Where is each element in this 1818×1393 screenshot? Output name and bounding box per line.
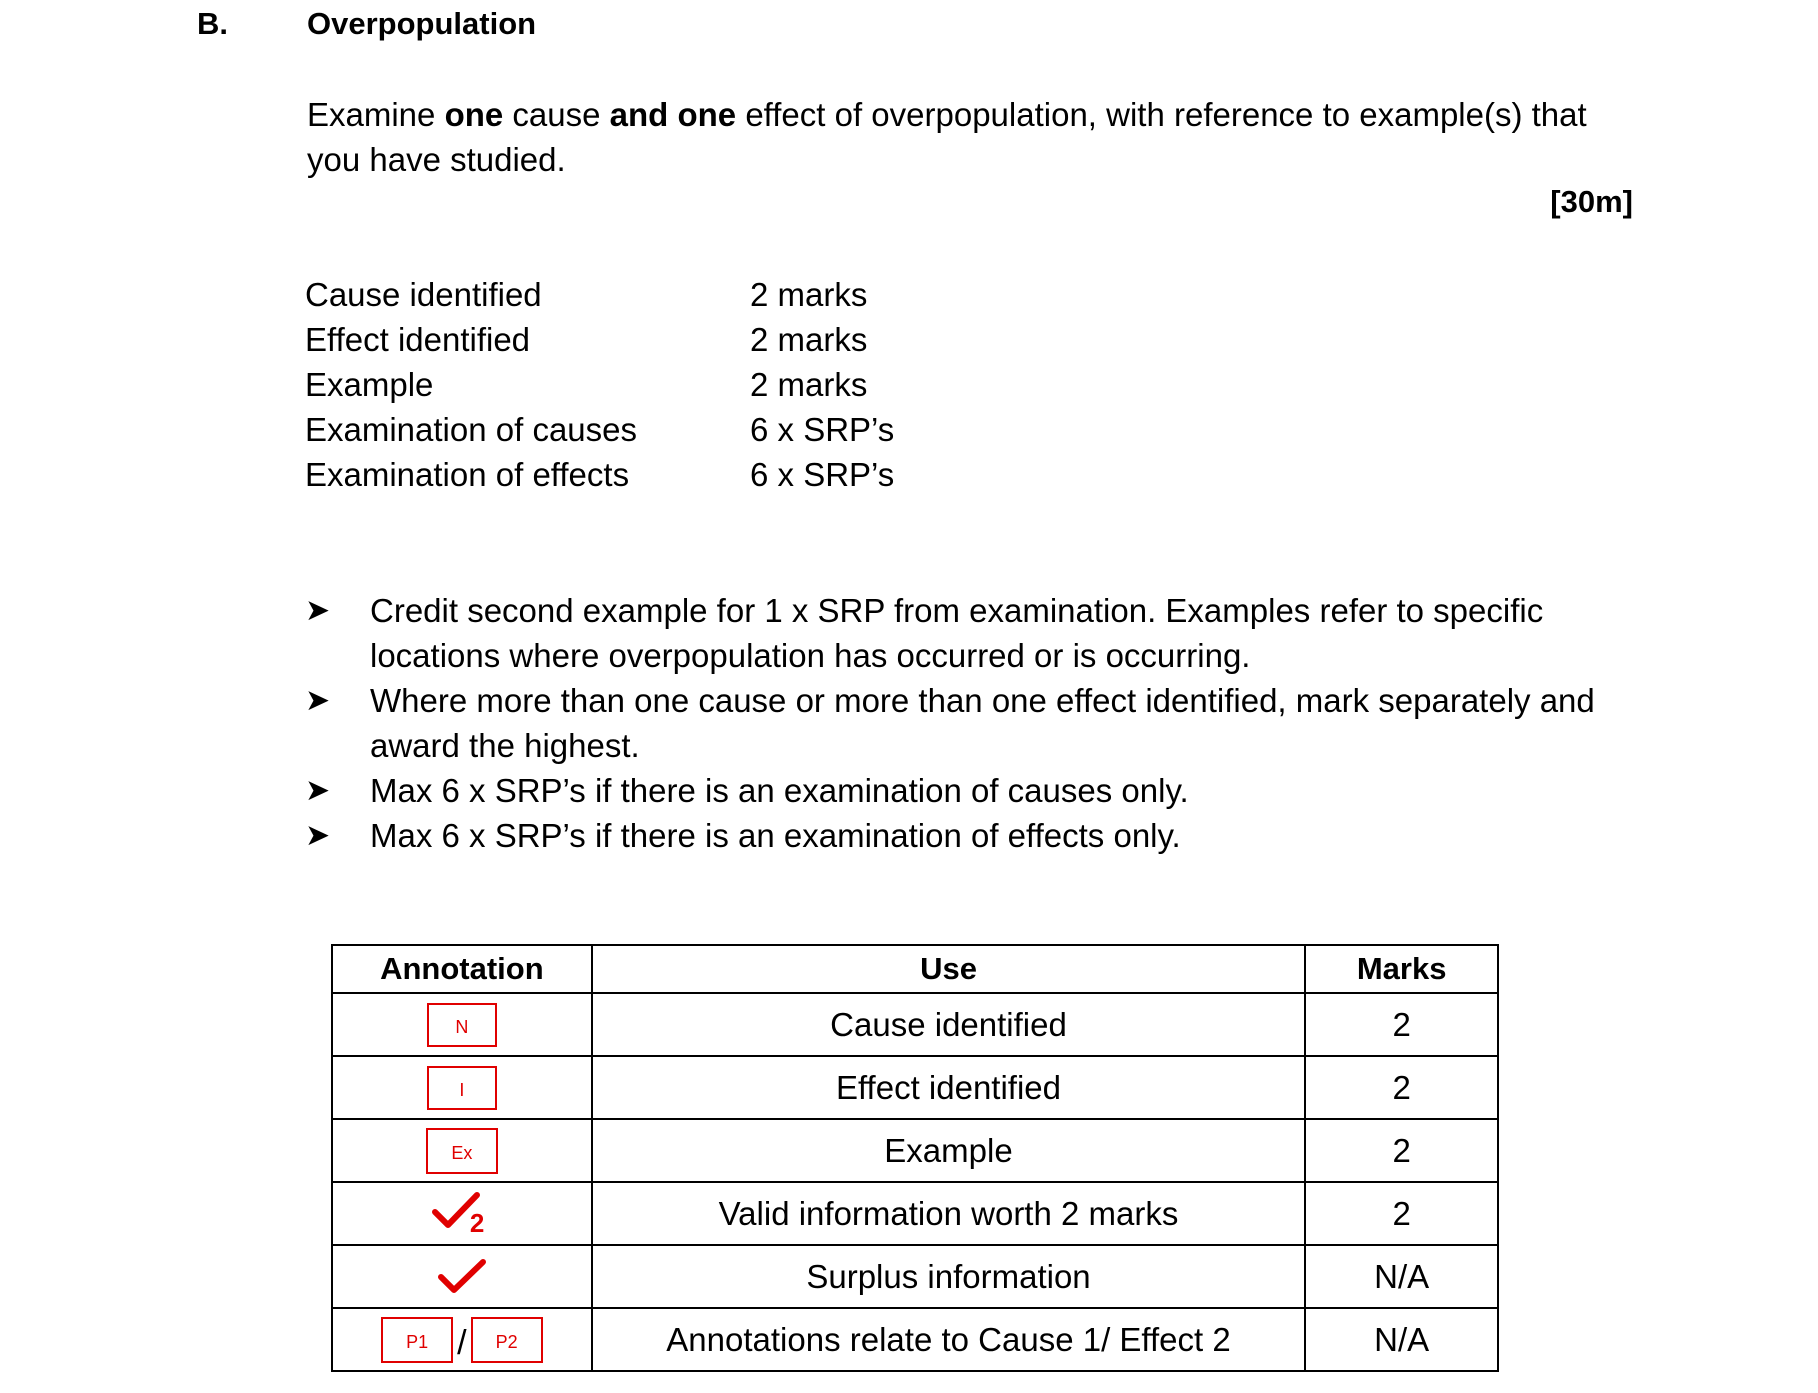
arrow-bullet-icon: ➤ xyxy=(305,819,331,852)
table-row xyxy=(332,1245,1498,1308)
annotation-table xyxy=(331,944,1499,1372)
marks-cell: N/A xyxy=(1305,1308,1498,1371)
annotation-cell xyxy=(332,1308,592,1371)
question-text xyxy=(307,92,1637,182)
note-item xyxy=(305,768,1635,813)
note-item xyxy=(305,678,1635,768)
arrow-bullet-icon: ➤ xyxy=(305,594,331,627)
annotation-cell xyxy=(332,1056,592,1119)
table-row xyxy=(332,1119,1498,1182)
tick-icon xyxy=(437,1257,487,1297)
marks-cell: 2 xyxy=(1305,1119,1498,1182)
question-part-bold: one xyxy=(444,96,504,133)
table-row xyxy=(332,993,1498,1056)
scheme-label: Examination of effects xyxy=(305,456,630,493)
arrow-bullet-icon: ➤ xyxy=(305,774,331,807)
tick-subscript: 2 xyxy=(469,1207,485,1238)
table-header-row xyxy=(332,945,1498,993)
annotation-cell xyxy=(332,1245,592,1308)
question-part: Examine xyxy=(307,96,445,133)
table-row xyxy=(332,1182,1498,1245)
stamp-p2: P2 xyxy=(471,1317,543,1363)
use-cell: Cause identified xyxy=(592,993,1306,1056)
scheme-value: 6 x SRP’s xyxy=(750,411,895,448)
note-text: Credit second example for 1 x SRP from examination. Examples refer to specific locations where overpopulation has occurred or is occurring. xyxy=(370,592,1544,674)
marks-cell: 2 xyxy=(1305,1182,1498,1245)
notes-list xyxy=(305,588,1635,858)
table-row xyxy=(332,1308,1498,1371)
question-part-bold: and one xyxy=(609,96,737,133)
marks-cell: 2 xyxy=(1305,993,1498,1056)
stamp-p1: P1 xyxy=(381,1317,453,1363)
scheme-value: 6 x SRP’s xyxy=(750,456,895,493)
scheme-value: 2 marks xyxy=(750,321,868,358)
scheme-label: Example xyxy=(305,366,434,403)
note-item xyxy=(305,588,1635,678)
use-cell: Annotations relate to Cause 1/ Effect 2 xyxy=(592,1308,1306,1371)
annotation-cell xyxy=(332,1119,592,1182)
use-cell: Surplus information xyxy=(592,1245,1306,1308)
stamp-i: I xyxy=(427,1066,497,1110)
note-item xyxy=(305,813,1635,858)
marks-cell: N/A xyxy=(1305,1245,1498,1308)
question-part: effect of overpopulation, with reference to example(s) that you have studied. xyxy=(307,96,1587,178)
header-use: Use xyxy=(592,945,1306,993)
stamp-ex: Ex xyxy=(426,1128,498,1174)
note-text: Max 6 x SRP’s if there is an examination of effects only. xyxy=(370,817,1181,854)
header-annotation: Annotation xyxy=(332,945,592,993)
note-text: Where more than one cause or more than one effect identified, mark separately and award the highest. xyxy=(370,682,1595,764)
stamp-n: N xyxy=(427,1003,497,1047)
scheme-label: Effect identified xyxy=(305,321,531,358)
section-letter: B. xyxy=(197,6,228,41)
table-row xyxy=(332,1056,1498,1119)
scheme-value: 2 marks xyxy=(750,276,868,313)
annotation-cell xyxy=(332,1182,592,1245)
tick-2-icon xyxy=(432,1190,492,1238)
use-cell: Valid information worth 2 marks xyxy=(592,1182,1306,1245)
question-part: cause xyxy=(503,96,610,133)
annotation-cell xyxy=(332,993,592,1056)
marks-cell: 2 xyxy=(1305,1056,1498,1119)
header-marks: Marks xyxy=(1305,945,1498,993)
scheme-value: 2 marks xyxy=(750,366,868,403)
total-marks: [30m] xyxy=(1550,184,1633,219)
scheme-label: Cause identified xyxy=(305,276,542,313)
use-cell: Effect identified xyxy=(592,1056,1306,1119)
use-cell: Example xyxy=(592,1119,1306,1182)
section-title: Overpopulation xyxy=(307,6,537,41)
note-text: Max 6 x SRP’s if there is an examination of causes only. xyxy=(370,772,1189,809)
arrow-bullet-icon: ➤ xyxy=(305,684,331,717)
slash-separator: / xyxy=(457,1323,467,1362)
scheme-label: Examination of causes xyxy=(305,411,638,448)
